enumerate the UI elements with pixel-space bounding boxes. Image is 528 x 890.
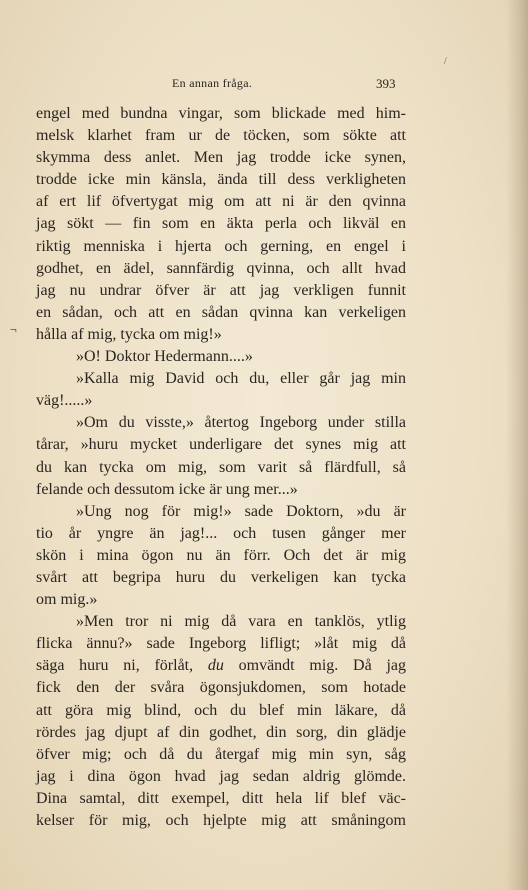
text-line: tio år yngre än jag!... och tusen gånger mer [36, 524, 406, 542]
text-line: jag i dina ögon hvad jag sedan aldrig glömde. [36, 767, 406, 785]
text-line: af ert lif öfvertygat mig om att ni är den qvinna [36, 193, 406, 211]
text-line: säga huru ni, förlåt, du omvändt mig. Då jag [36, 657, 406, 675]
text-line: felande och dessutom icke är ung mer...» [36, 480, 298, 498]
text-line: öfver mig; och då du återgaf mig min syn, såg [36, 745, 406, 763]
text-line: »Ung nog för mig!» sade Doktorn, »du är [76, 502, 406, 520]
text-line: flicka ännu?» sade Ingeborg lifligt; »låt mig då [36, 635, 406, 653]
text-line: rördes jag djupt af din godhet, din sorg, din glädje [36, 723, 406, 741]
text-line: du kan tycka om mig, som varit så flärdfull, så [36, 458, 406, 476]
text-line: skön i mina ögon nu än förr. Och det är mig [36, 546, 406, 564]
text-line: engel med bundna vingar, som blickade med him- [36, 105, 406, 122]
text-line: Dina samtal, ditt exempel, ditt hela lif blef väc- [36, 789, 406, 807]
text-line: trodde icke min känsla, ända till dess verkligheten [36, 171, 406, 189]
text-line: jag nu undrar öfver är att jag verkligen funnit [36, 281, 406, 299]
text-line: »Om du visste,» återtog Ingeborg under stilla [76, 414, 406, 432]
emphasis: du [207, 657, 224, 675]
text-line: riktig menniska i hjerta och gerning, en engel i [36, 237, 406, 255]
body-text [36, 103, 406, 832]
margin-tick-mark: / [444, 56, 447, 67]
text-line: skymma dess anlet. Men jag trodde icke synen, [36, 149, 406, 167]
text-line: en sådan, och att en sådan qvinna kan verkeligen [36, 303, 406, 321]
margin-mark: ¬ [10, 322, 17, 336]
text-line: »O! Doktor Hedermann....» [76, 348, 253, 366]
text-line: tårar, »huru mycket underligare det synes mig att [36, 436, 406, 454]
text-line: »Men tror ni mig då vara en tanklös, ytlig [76, 613, 406, 631]
text-line: godhet, en ädel, sannfärdig qvinna, och allt hvad [36, 259, 406, 277]
text-line: »Kalla mig David och du, eller går jag min [76, 370, 406, 388]
text-line: svårt att begripa huru du verkeligen kan tycka [36, 568, 406, 586]
text-line: melsk klarhet fram ur de töcken, som sökte att [36, 127, 406, 145]
text-line: att göra mig blind, och du blef min läkare, då [36, 701, 406, 719]
running-head-title: En annan fråga. [172, 76, 253, 90]
text-line: kelser för mig, och hjelpte mig att småningom [36, 812, 406, 829]
page-number: 393 [376, 76, 396, 91]
text-line: hålla af mig, tycka om mig!» [36, 325, 222, 343]
text-line: fick den der svåra ögonsjukdomen, som hotade [36, 679, 406, 697]
text-line: om mig.» [36, 591, 98, 609]
text-line: väg!.....» [36, 392, 93, 410]
text-line: jag sökt — fin som en äkta perla och likväl en [36, 215, 406, 233]
